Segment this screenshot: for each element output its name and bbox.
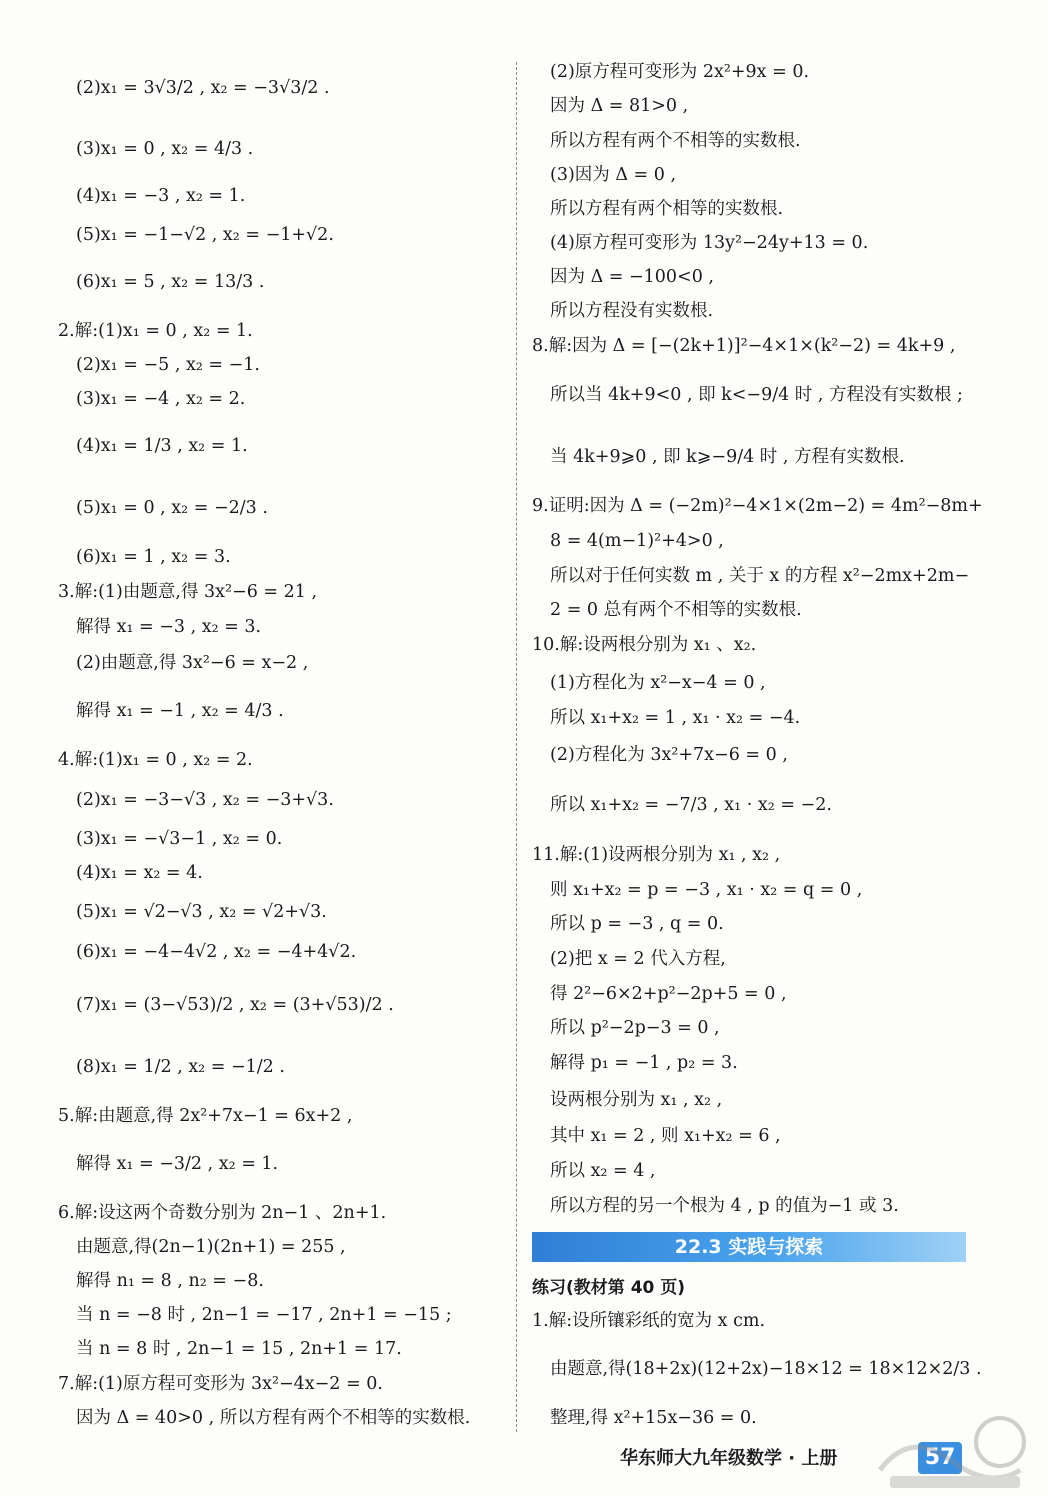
left-column-line: (2)由题意,得 3x²−6 = x−2 , bbox=[76, 653, 309, 673]
left-column-line: 解得 x₁ = −1 , x₂ = 4/3 . bbox=[76, 701, 284, 721]
right-column-line: (2)方程化为 3x²+7x−6 = 0 , bbox=[550, 745, 788, 765]
left-column-line: (2)x₁ = −3−√3 , x₂ = −3+√3. bbox=[76, 790, 334, 810]
right-column-line: 则 x₁+x₂ = p = −3 , x₁ · x₂ = q = 0 , bbox=[550, 880, 863, 900]
left-column-line: 3.解:(1)由题意,得 3x²−6 = 21 , bbox=[58, 582, 318, 602]
right-column-line: 整理,得 x²+15x−36 = 0. bbox=[550, 1408, 757, 1428]
left-column-line: (5)x₁ = 0 , x₂ = −2/3 . bbox=[76, 498, 268, 518]
left-column-line: (4)x₁ = x₂ = 4. bbox=[76, 863, 203, 883]
left-column-line: 当 n = −8 时 , 2n−1 = −17 , 2n+1 = −15 ; bbox=[76, 1305, 452, 1325]
left-column-line: 由题意,得(2n−1)(2n+1) = 255 , bbox=[76, 1237, 346, 1257]
right-column-line: 其中 x₁ = 2 , 则 x₁+x₂ = 6 , bbox=[550, 1126, 781, 1146]
left-column-line: (3)x₁ = −4 , x₂ = 2. bbox=[76, 389, 246, 409]
left-column-line: (3)x₁ = −√3−1 , x₂ = 0. bbox=[76, 829, 283, 849]
right-column-line: (3)因为 Δ = 0 , bbox=[550, 165, 677, 185]
left-column-line: (6)x₁ = 5 , x₂ = 13/3 . bbox=[76, 272, 265, 292]
left-column-line: (7)x₁ = (3−√53)/2 , x₂ = (3+√53)/2 . bbox=[76, 995, 394, 1015]
left-column-line: 2.解:(1)x₁ = 0 , x₂ = 1. bbox=[58, 321, 253, 341]
right-column-line: 9.证明:因为 Δ = (−2m)²−4×1×(2m−2) = 4m²−8m+ bbox=[532, 496, 983, 516]
right-column-line: 8.解:因为 Δ = [−(2k+1)]²−4×1×(k²−2) = 4k+9 , bbox=[532, 336, 956, 356]
right-column-line: 所以 x₁+x₂ = 1 , x₁ · x₂ = −4. bbox=[550, 708, 801, 728]
right-column-line: 所以当 4k+9<0 , 即 k<−9/4 时 , 方程没有实数根 ; bbox=[550, 385, 963, 405]
left-column-line: 5.解:由题意,得 2x²+7x−1 = 6x+2 , bbox=[58, 1106, 353, 1126]
left-column-line: (2)x₁ = 3√3/2 , x₂ = −3√3/2 . bbox=[76, 78, 330, 98]
right-column-line: 10.解:设两根分别为 x₁ 、x₂. bbox=[532, 635, 757, 655]
right-column-line: 所以 x₁+x₂ = −7/3 , x₁ · x₂ = −2. bbox=[550, 795, 832, 815]
left-column-line: (6)x₁ = 1 , x₂ = 3. bbox=[76, 547, 231, 567]
left-column-line: 当 n = 8 时 , 2n−1 = 15 , 2n+1 = 17. bbox=[76, 1339, 402, 1359]
footer-title: 华东师大九年级数学 · 上册 bbox=[620, 1448, 838, 1469]
right-column-line: 2 = 0 总有两个不相等的实数根. bbox=[550, 600, 802, 620]
right-column-line: 因为 Δ = 81>0 , bbox=[550, 96, 689, 116]
left-column-line: (5)x₁ = −1−√2 , x₂ = −1+√2. bbox=[76, 225, 334, 245]
left-column-line: 6.解:设这两个奇数分别为 2n−1 、2n+1. bbox=[58, 1203, 387, 1223]
right-column-line: 所以方程的另一个根为 4 , p 的值为−1 或 3. bbox=[550, 1196, 899, 1216]
left-column-line: (6)x₁ = −4−4√2 , x₂ = −4+4√2. bbox=[76, 942, 357, 962]
left-column-line: 7.解:(1)原方程可变形为 3x²−4x−2 = 0. bbox=[58, 1374, 383, 1394]
right-column-line: 当 4k+9⩾0 , 即 k⩾−9/4 时 , 方程有实数根. bbox=[550, 447, 905, 467]
watermark-logo-icon bbox=[870, 1410, 1040, 1496]
left-column-line: 解得 x₁ = −3 , x₂ = 3. bbox=[76, 617, 262, 637]
section-banner: 22.3 实践与探索 bbox=[532, 1232, 966, 1262]
right-column-line: 因为 Δ = −100<0 , bbox=[550, 267, 714, 287]
left-column-line: 解得 n₁ = 8 , n₂ = −8. bbox=[76, 1271, 264, 1291]
right-column-line: (2)把 x = 2 代入方程, bbox=[550, 949, 726, 969]
right-column-line: 8 = 4(m−1)²+4>0 , bbox=[550, 531, 724, 551]
right-column-line: 1.解:设所镶彩纸的宽为 x cm. bbox=[532, 1311, 766, 1331]
right-column-line: (4)原方程可变形为 13y²−24y+13 = 0. bbox=[550, 233, 869, 253]
right-column-line: 所以 p = −3 , q = 0. bbox=[550, 914, 724, 934]
right-column-line: 设两根分别为 x₁ , x₂ , bbox=[550, 1090, 723, 1110]
column-divider bbox=[516, 62, 517, 1432]
right-column-line: 由题意,得(18+2x)(12+2x)−18×12 = 18×12×2/3 . bbox=[550, 1359, 982, 1379]
page-number: 57 bbox=[918, 1442, 962, 1474]
right-column-line: 所以方程有两个不相等的实数根. bbox=[550, 131, 801, 151]
right-column-line: 所以方程有两个相等的实数根. bbox=[550, 199, 784, 219]
exercise-heading: 练习(教材第 40 页) bbox=[532, 1278, 686, 1298]
left-column-line: (4)x₁ = 1/3 , x₂ = 1. bbox=[76, 436, 248, 456]
right-column-line: 所以 x₂ = 4 , bbox=[550, 1161, 656, 1181]
left-column-line: (2)x₁ = −5 , x₂ = −1. bbox=[76, 355, 260, 375]
right-column-line: (2)原方程可变形为 2x²+9x = 0. bbox=[550, 62, 810, 82]
left-column-line: (3)x₁ = 0 , x₂ = 4/3 . bbox=[76, 139, 254, 159]
right-column-line: 11.解:(1)设两根分别为 x₁ , x₂ , bbox=[532, 845, 781, 865]
right-column-line: (1)方程化为 x²−x−4 = 0 , bbox=[550, 673, 766, 693]
left-column-line: 因为 Δ = 40>0 , 所以方程有两个不相等的实数根. bbox=[76, 1408, 471, 1428]
left-column-line: (5)x₁ = √2−√3 , x₂ = √2+√3. bbox=[76, 902, 327, 922]
right-column-line: 所以方程没有实数根. bbox=[550, 301, 714, 321]
left-column-line: (8)x₁ = 1/2 , x₂ = −1/2 . bbox=[76, 1057, 285, 1077]
left-column-line: 4.解:(1)x₁ = 0 , x₂ = 2. bbox=[58, 750, 253, 770]
right-column-line: 所以对于任何实数 m , 关于 x 的方程 x²−2mx+2m− bbox=[550, 566, 970, 586]
right-column-line: 所以 p²−2p−3 = 0 , bbox=[550, 1018, 720, 1038]
right-column-line: 解得 p₁ = −1 , p₂ = 3. bbox=[550, 1053, 738, 1073]
right-column-line: 得 2²−6×2+p²−2p+5 = 0 , bbox=[550, 984, 787, 1004]
left-column-line: (4)x₁ = −3 , x₂ = 1. bbox=[76, 186, 246, 206]
left-column-line: 解得 x₁ = −3/2 , x₂ = 1. bbox=[76, 1154, 279, 1174]
